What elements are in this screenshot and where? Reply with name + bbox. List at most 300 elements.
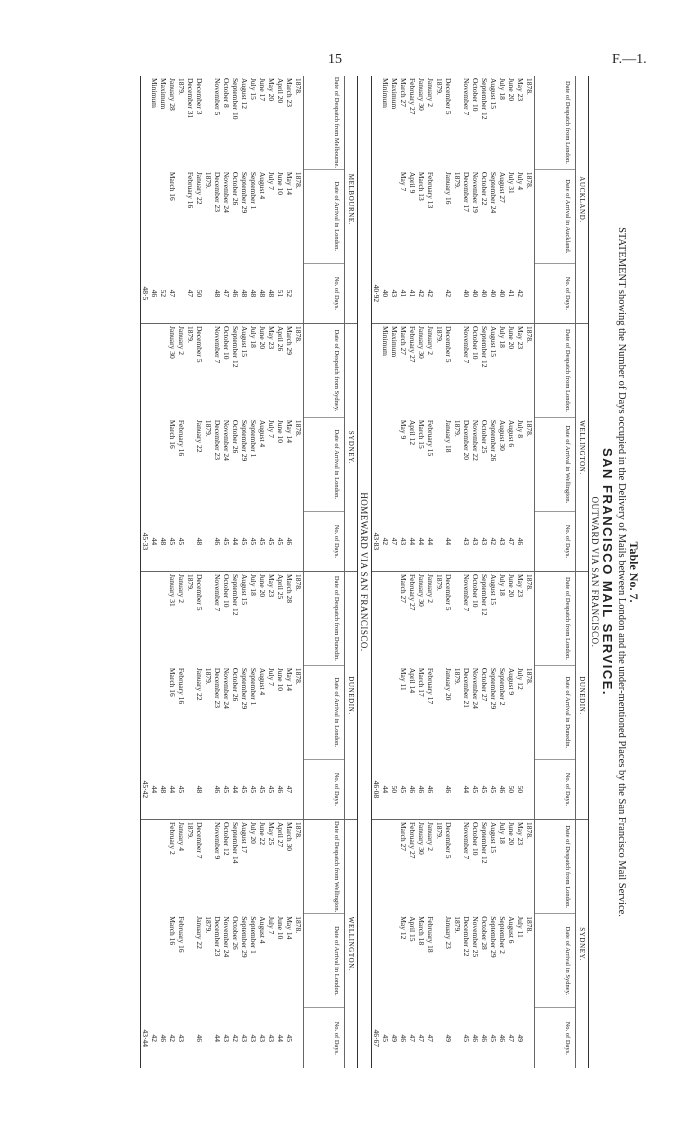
- table-cell: 46: [417, 785, 426, 794]
- stat-value: 46: [159, 1034, 168, 1042]
- stat-value: 46: [150, 289, 159, 298]
- table-cell: March 17: [417, 667, 426, 697]
- table-cell: 45: [267, 785, 276, 794]
- table-cell: 1878.: [294, 326, 303, 343]
- table-cell: 46: [213, 785, 222, 794]
- table-cell: [453, 760, 462, 819]
- table-cell: June 20: [507, 822, 516, 846]
- table-cell: November 5: [213, 78, 222, 116]
- stat-spacer: [381, 170, 390, 264]
- table-cell: January 30: [417, 78, 426, 111]
- table-cell: March 23: [285, 78, 294, 107]
- column-headers: [303, 820, 344, 1068]
- table-cell: August 4: [258, 916, 267, 944]
- stat-value: 45: [381, 1034, 390, 1042]
- table-row: [186, 324, 195, 571]
- stat-value: 44: [381, 785, 390, 794]
- table-cell: October 28: [480, 916, 489, 950]
- table-cell: July 18: [249, 326, 258, 348]
- table-cell: October 10: [222, 326, 231, 360]
- table-row: [516, 324, 525, 571]
- table-cell: 41: [408, 289, 417, 298]
- table-cell: 45: [240, 785, 249, 794]
- table-cell: July 7: [267, 667, 276, 686]
- table-cell: [204, 820, 213, 914]
- outward-heading: OUTWARD VIA SAN FRANCISCO.: [590, 496, 600, 648]
- table-cell: 48: [213, 289, 222, 298]
- table-cell: September 1: [249, 667, 258, 706]
- table-cell: July 4: [516, 171, 525, 190]
- table-cell: 1878.: [525, 574, 534, 591]
- column-headers: [534, 324, 575, 571]
- table-cell: 45: [471, 785, 480, 794]
- table-row: [276, 76, 285, 323]
- table-cell: 1878.: [294, 916, 303, 934]
- table-row: [453, 820, 462, 1068]
- table-cell: February 16: [177, 667, 186, 705]
- stat-value: 48: [159, 785, 168, 794]
- stat-value: 48: [159, 537, 168, 546]
- stat-label: [141, 820, 150, 914]
- table-cell: 45: [267, 537, 276, 546]
- block-place-name: AUCKLAND.: [575, 76, 588, 323]
- column-headers: [303, 324, 344, 571]
- table-cell: September 12: [231, 326, 240, 368]
- table-cell: November 9: [213, 822, 222, 860]
- table-cell: July 20: [249, 822, 258, 844]
- stat-spacer: [159, 914, 168, 1008]
- table-cell: September 10: [231, 78, 240, 120]
- stat-label: Minimum: [150, 78, 159, 109]
- table-cell: October 10: [471, 822, 480, 856]
- table-cell: 47: [408, 1034, 417, 1042]
- table-cell: 42: [489, 537, 498, 546]
- block-place-name: DUNEDIN.: [575, 572, 588, 819]
- stat-row: [159, 820, 168, 1068]
- table-row: [435, 820, 444, 1068]
- table-row: [498, 324, 507, 571]
- table-cell: November 24: [222, 916, 231, 958]
- table-row: [516, 76, 525, 323]
- table-block: [141, 820, 357, 1068]
- table-cell: September 1: [249, 916, 258, 954]
- table-row: [168, 76, 177, 323]
- table-row: [417, 572, 426, 819]
- table-row: [249, 76, 258, 323]
- table-row: [426, 820, 435, 1068]
- table-row: [408, 572, 417, 819]
- table-cell: 45: [399, 785, 408, 794]
- table-row: [426, 76, 435, 323]
- stat-value: 43·83: [372, 532, 381, 551]
- table-cell: May 14: [285, 171, 294, 195]
- table-row: [195, 572, 204, 819]
- table-cell: 44: [444, 537, 453, 546]
- table-row: [276, 820, 285, 1068]
- table-cell: [204, 572, 213, 666]
- table-row: [177, 76, 186, 323]
- block-place-name: SYDNEY.: [344, 324, 357, 571]
- table-row: [498, 76, 507, 323]
- table-cell: November 7: [462, 574, 471, 612]
- table-cell: January 30: [417, 574, 426, 607]
- stat-spacer: [159, 170, 168, 264]
- table-row: [444, 324, 453, 571]
- days-header: No. of Days.: [564, 276, 571, 310]
- table-row: [435, 76, 444, 323]
- block-place-name: SYDNEY.: [575, 820, 588, 1068]
- table-cell: February 16: [177, 916, 186, 953]
- table-row: [525, 324, 534, 571]
- table-cell: 42: [516, 289, 525, 298]
- table-cell: [453, 324, 462, 418]
- table-cell: 46: [498, 1034, 507, 1042]
- despatch-header: Date of Despatch from Melbourne.: [304, 76, 344, 170]
- table-cell: 51: [276, 289, 285, 298]
- table-cell: October 25: [480, 419, 489, 454]
- stat-spacer: [381, 418, 390, 512]
- statement-caption: STATEMENT showing the Number of Days occupied in the Delivery of Mails between London and the under-mentioned Places by the San Francisco Mail Service.: [616, 227, 627, 917]
- table-cell: September 12: [480, 822, 489, 864]
- table-row: [231, 76, 240, 323]
- table-cell: January 18: [444, 419, 453, 453]
- despatch-header: Date of Despatch from Sydney.: [304, 324, 344, 418]
- table-cell: [453, 820, 462, 914]
- table-cell: 43: [267, 1034, 276, 1042]
- table-cell: [186, 666, 195, 760]
- table-cell: June 10: [276, 916, 285, 940]
- table-cell: September 2: [498, 916, 507, 954]
- stat-row: [150, 324, 159, 571]
- table-cell: December 5: [195, 574, 204, 611]
- table-block: [141, 76, 357, 324]
- stat-value: 44: [150, 785, 159, 794]
- table-cell: 45: [462, 1034, 471, 1042]
- stat-label: [390, 572, 399, 666]
- table-cell: July 31: [507, 171, 516, 194]
- table-cell: 44: [231, 785, 240, 794]
- table-row: [294, 572, 303, 819]
- table-cell: September 12: [480, 574, 489, 616]
- table-cell: 47: [285, 785, 294, 794]
- table-cell: 48: [249, 289, 258, 298]
- table-cell: January 30: [417, 326, 426, 359]
- table-cell: September 29: [489, 667, 498, 710]
- table-cell: March 15: [417, 419, 426, 449]
- table-cell: March 28: [285, 574, 294, 603]
- table-cell: 46: [408, 785, 417, 794]
- table-row: [240, 76, 249, 323]
- table-cell: June 10: [276, 667, 285, 691]
- table-cell: March 27: [399, 78, 408, 107]
- table-cell: July 18: [249, 574, 258, 596]
- table-cell: 41: [399, 289, 408, 298]
- table-cell: December 17: [462, 171, 471, 213]
- table-cell: January 2: [177, 326, 186, 355]
- table-cell: [294, 512, 303, 571]
- table-cell: 40: [462, 289, 471, 298]
- table-cell: August 15: [240, 574, 249, 606]
- table-cell: February 16: [186, 171, 195, 209]
- table-cell: [435, 170, 444, 264]
- table-cell: January 2: [426, 326, 435, 355]
- table-row: [285, 324, 294, 571]
- table-cell: September 2: [498, 667, 507, 706]
- stat-spacer: [150, 418, 159, 512]
- table-cell: January 2: [426, 78, 435, 107]
- table-row: [249, 572, 258, 819]
- table-cell: [525, 760, 534, 819]
- table-cell: 46: [276, 785, 285, 794]
- block-place-name: DUNEDIN.: [344, 572, 357, 819]
- table-cell: March 30: [285, 822, 294, 851]
- stat-label: [372, 820, 381, 914]
- stat-spacer: [159, 666, 168, 760]
- table-cell: June 20: [507, 574, 516, 598]
- table-row: [168, 820, 177, 1068]
- table-cell: 1878.: [525, 326, 534, 343]
- table-cell: August 30: [498, 419, 507, 451]
- table-cell: 43: [249, 1034, 258, 1042]
- table-row: [258, 324, 267, 571]
- arrival-header: Date of Arrival in London.: [304, 418, 344, 512]
- table-row: [177, 820, 186, 1068]
- table-cell: January 2: [426, 822, 435, 851]
- table-cell: October 10: [222, 574, 231, 608]
- table-cell: June 17: [258, 78, 267, 102]
- table-block: [372, 76, 588, 324]
- table-row: [258, 76, 267, 323]
- table-row: [480, 572, 489, 819]
- table-row: [204, 820, 213, 1068]
- stat-label: Minimum: [381, 78, 390, 109]
- table-cell: January 22: [195, 419, 204, 453]
- table-cell: November 7: [462, 78, 471, 116]
- table-cell: May 25: [267, 822, 276, 846]
- table-row: [399, 820, 408, 1068]
- table-cell: 40: [498, 289, 507, 298]
- table-cell: [525, 264, 534, 323]
- arrival-header: Date of Arrival in Auckland.: [535, 170, 575, 264]
- table-row: [399, 324, 408, 571]
- stat-row: [150, 76, 159, 323]
- table-row: [498, 572, 507, 819]
- table-cell: [294, 264, 303, 323]
- table-cell: 46: [516, 537, 525, 546]
- table-cell: December 31: [186, 78, 195, 119]
- table-cell: 44: [276, 1034, 285, 1042]
- table-cell: October 26: [231, 419, 240, 454]
- table-cell: June 10: [276, 171, 285, 195]
- table-row: [489, 820, 498, 1068]
- table-row: [462, 820, 471, 1068]
- table-row: [489, 572, 498, 819]
- stat-row: [381, 324, 390, 571]
- table-cell: March 13: [417, 171, 426, 201]
- table-row: [231, 820, 240, 1068]
- table-row: [525, 820, 534, 1068]
- stat-label: [159, 820, 168, 914]
- table-row: [462, 324, 471, 571]
- table-cell: 44: [231, 537, 240, 546]
- table-cell: March 18: [417, 916, 426, 946]
- table-cell: September 12: [231, 574, 240, 616]
- table-row: [267, 324, 276, 571]
- table-row: [267, 820, 276, 1068]
- stat-spacer: [150, 170, 159, 264]
- stat-spacer: [159, 418, 168, 512]
- table-cell: 50: [507, 785, 516, 794]
- table-row: [453, 572, 462, 819]
- table-row: [516, 820, 525, 1068]
- table-row: [186, 820, 195, 1068]
- table-cell: 45: [168, 537, 177, 546]
- table-row: [525, 572, 534, 819]
- stat-row: [159, 324, 168, 571]
- stat-value: 40: [381, 289, 390, 298]
- table-row: [480, 820, 489, 1068]
- stat-spacer: [372, 170, 381, 264]
- table-cell: 43: [462, 537, 471, 546]
- table-cell: January 20: [444, 667, 453, 701]
- table-cell: 1878.: [294, 171, 303, 189]
- days-header: No. of Days.: [333, 1021, 340, 1055]
- table-row: [258, 572, 267, 819]
- table-row: [267, 572, 276, 819]
- table-cell: July 18: [498, 574, 507, 596]
- table-block: [372, 324, 588, 572]
- table-cell: 47: [168, 289, 177, 298]
- table-cell: January 22: [195, 667, 204, 701]
- table-cell: February 2: [168, 822, 177, 855]
- table-cell: April 27: [276, 822, 285, 848]
- table-cell: [204, 512, 213, 571]
- outward-table: [371, 76, 589, 1068]
- table-cell: 45: [489, 785, 498, 794]
- table-cell: December 21: [462, 667, 471, 709]
- table-cell: 45: [177, 785, 186, 794]
- table-cell: 44: [417, 537, 426, 546]
- table-cell: June 20: [258, 574, 267, 598]
- table-cell: August 4: [258, 419, 267, 448]
- table-cell: May 23: [516, 574, 525, 598]
- table-cell: September 14: [231, 822, 240, 864]
- arrival-header: Date of Arrival in London.: [304, 914, 344, 1008]
- stat-row: [372, 820, 381, 1068]
- table-cell: January 30: [168, 326, 177, 359]
- stat-value: 45·33: [141, 532, 150, 551]
- table-cell: 43: [399, 537, 408, 546]
- stat-value: 50: [390, 785, 399, 794]
- stat-row: [390, 76, 399, 323]
- table-cell: 1879.: [204, 419, 213, 437]
- table-cell: October 26: [231, 916, 240, 950]
- stat-row: [390, 324, 399, 571]
- table-row: [276, 324, 285, 571]
- table-cell: August 17: [240, 822, 249, 854]
- stat-spacer: [390, 170, 399, 264]
- table-cell: May 14: [285, 667, 294, 691]
- stat-spacer: [390, 914, 399, 1008]
- table-cell: 45: [249, 785, 258, 794]
- table-cell: June 20: [507, 78, 516, 102]
- table-cell: February 13: [426, 171, 435, 209]
- table-row: [462, 572, 471, 819]
- table-row: [177, 324, 186, 571]
- table-cell: [186, 760, 195, 819]
- table-row: [471, 76, 480, 323]
- stat-label: Maximum: [390, 78, 399, 110]
- table-cell: 1879.: [435, 78, 444, 95]
- table-cell: 45: [249, 537, 258, 546]
- table-row: [249, 324, 258, 571]
- table-cell: 48: [195, 785, 204, 794]
- table-cell: December 5: [444, 574, 453, 611]
- block-place-name: WELLINGTON.: [575, 324, 588, 571]
- table-cell: 46: [399, 1034, 408, 1042]
- stat-value: 43: [390, 289, 399, 298]
- table-cell: 47: [507, 537, 516, 546]
- table-cell: 43: [258, 1034, 267, 1042]
- table-cell: 43: [240, 1034, 249, 1042]
- document-reference: F.—1.: [612, 52, 647, 67]
- stat-value: 42: [381, 537, 390, 546]
- table-cell: May 23: [516, 78, 525, 102]
- table-cell: May 14: [285, 419, 294, 443]
- table-cell: 1878.: [525, 667, 534, 685]
- stat-row: [381, 820, 390, 1068]
- table-cell: 45: [258, 785, 267, 794]
- table-cell: July 7: [267, 419, 276, 438]
- table-row: [285, 76, 294, 323]
- table-cell: May 11: [399, 667, 408, 691]
- table-cell: [525, 512, 534, 571]
- table-cell: 46: [471, 1034, 480, 1042]
- table-row: [489, 324, 498, 571]
- table-row: [453, 324, 462, 571]
- table-cell: December 5: [444, 822, 453, 859]
- table-cell: 43: [222, 1034, 231, 1042]
- table-row: [399, 572, 408, 819]
- table-cell: [294, 1008, 303, 1068]
- stat-value: 52: [159, 289, 168, 298]
- table-cell: [453, 572, 462, 666]
- table-cell: 43: [480, 537, 489, 546]
- stat-label: [381, 820, 390, 914]
- table-block: [372, 820, 588, 1068]
- table-cell: April 26: [276, 326, 285, 352]
- stat-row: [159, 76, 168, 323]
- stat-label: [141, 76, 150, 170]
- table-cell: [204, 760, 213, 819]
- table-cell: 46: [444, 785, 453, 794]
- table-cell: August 12: [240, 78, 249, 110]
- stat-spacer: [372, 914, 381, 1008]
- despatch-header: Date of Despatch from London.: [535, 324, 575, 418]
- table-cell: August 15: [489, 326, 498, 358]
- stat-label: [150, 572, 159, 666]
- table-cell: 45: [285, 1034, 294, 1042]
- table-cell: 1879.: [435, 326, 444, 343]
- table-cell: 1878.: [294, 574, 303, 591]
- table-cell: March 16: [168, 916, 177, 946]
- stat-spacer: [390, 418, 399, 512]
- table-cell: December 23: [213, 171, 222, 213]
- table-cell: January 23: [444, 916, 453, 949]
- table-cell: 42: [168, 1034, 177, 1042]
- table-cell: 40: [489, 289, 498, 298]
- table-row: [507, 76, 516, 323]
